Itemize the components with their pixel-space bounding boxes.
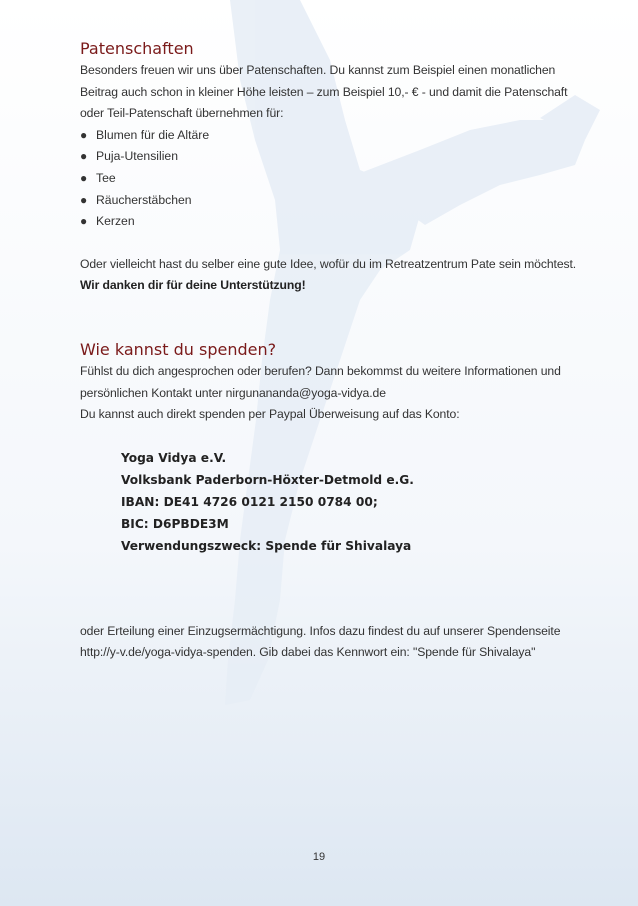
bank-details <box>121 447 580 557</box>
bank-purpose: Verwendungszweck: Spende für Shivalaya <box>121 538 412 553</box>
bank-iban: IBAN: DE41 4726 0121 2150 0784 00; <box>121 494 378 509</box>
list-item: ● Blumen für die Altäre <box>80 125 580 147</box>
bullet-icon: ● <box>80 192 88 207</box>
page-content <box>80 38 580 664</box>
bullet-icon: ● <box>80 214 88 229</box>
bullet-icon: ● <box>80 149 88 164</box>
list-item: ● Räucherstäbchen <box>80 190 580 212</box>
patenschaften-intro: Besonders freuen wir uns über Patenschaften. Du kannst zum Beispiel einen monatlichen Beitrag auch schon in kleiner Höhe leisten – zum Beispiel 10,- € - und damit die Patenschaft oder Teil-Patenschaft übernehmen für: <box>80 63 568 121</box>
page-number: 19 <box>312 851 326 863</box>
bullet-icon: ● <box>80 170 88 185</box>
patenschaften-outro-paragraph <box>80 254 580 297</box>
list-item: ● Tee <box>80 168 580 190</box>
patenschaften-outro: Oder vielleicht hast du selber eine gute Idee, wofür du im Retreatzentrum Pate sein möchtest. <box>80 256 577 271</box>
spenden-intro: Fühlst du dich angesprochen oder berufen? Dann bekommst du weitere Informationen und persönlichen Kontakt unter nirgunananda@yoga-vidya.de <box>80 363 561 400</box>
list-item: ● Kerzen <box>80 211 580 233</box>
spenden-mandate: oder Erteilung einer Einzugsermächtigung. Infos dazu findest du auf unserer Spendenseite http://y-v.de/yoga-vidya-spenden. Gib dabei das Kennwort ein: "Spende für Shivalaya" <box>80 623 561 660</box>
bullet-icon: ● <box>80 127 88 142</box>
thanks-text: Wir danken dir für deine Unterstützung! <box>80 278 306 293</box>
bank-account-holder: Yoga Vidya e.V. <box>121 450 227 465</box>
bank-name: Volksbank Paderborn-Höxter-Detmold e.G. <box>121 472 414 487</box>
spenden-direct: Du kannst auch direkt spenden per Paypal Überweisung auf das Konto: <box>80 407 460 422</box>
patenschaften-heading: Patenschaften <box>80 39 194 58</box>
bank-bic: BIC: D6PBDE3M <box>121 516 229 531</box>
list-item: ● Puja-Utensilien <box>80 146 580 168</box>
spenden-heading: Wie kannst du spenden? <box>80 339 277 359</box>
patenschaften-list <box>80 125 580 233</box>
